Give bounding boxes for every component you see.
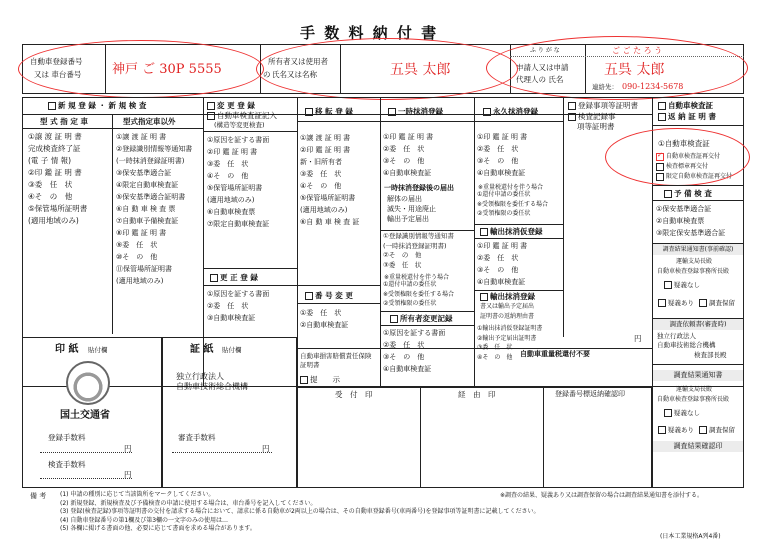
inspection-fee-yen: 円 xyxy=(124,470,132,479)
return-cert-head[interactable]: 返 納 証 明 書 xyxy=(658,111,716,122)
list-item: 解体の届出 xyxy=(387,195,422,203)
list-item: ⑥自動車検査票 xyxy=(207,208,256,216)
list-item: ⑤保安基準適合証明書 xyxy=(116,193,186,201)
exam-fee-label: 審査手数料 xyxy=(178,433,216,442)
limited-cert-reissue[interactable]: 限定自動車検査証再交付 xyxy=(656,171,732,182)
temp-notice-docs-list xyxy=(383,232,454,270)
preliminary-inspection-list xyxy=(656,203,725,239)
owner-name-value[interactable]: 五呉 太郎 xyxy=(390,62,451,78)
notice-no-doubt[interactable]: 疑義なし xyxy=(664,280,700,291)
cert-stamp-label: 証 紙 xyxy=(190,344,214,355)
list-item: ④そ の 他 xyxy=(207,172,249,180)
notice-line-2: 自動車検査登録事務所長殿 xyxy=(657,268,730,275)
reg-number-circle xyxy=(18,40,264,98)
list-item: ②印 鑑 証 明 書 xyxy=(28,168,82,177)
correction-registration-head[interactable]: 更 正 登 録 xyxy=(210,272,258,283)
notes-footer: (日本工業規格A列4番) xyxy=(660,533,721,540)
list-item: ⑦限定自動車検査証 xyxy=(207,220,270,228)
result-doubt[interactable]: 疑義あり 調査保留 xyxy=(658,425,735,436)
furigana-value[interactable]: ご ご た ろ う xyxy=(612,46,663,55)
export-temp-head[interactable]: 輸出抹消仮登録 xyxy=(480,226,543,237)
list-item: ②受領権限の委任状 xyxy=(477,210,531,217)
export-deregistration-head[interactable]: 輸出抹消登録 xyxy=(480,291,535,302)
number-change-list xyxy=(300,307,348,331)
notice-line-1: 運輸支局長殿 xyxy=(676,258,713,265)
temp-refund-list xyxy=(383,280,454,309)
list-item: ①印 鑑 証 明 書 xyxy=(477,133,528,141)
list-item: 完成検査終了証 xyxy=(28,144,81,153)
result-confirm-stamp xyxy=(652,365,744,488)
list-item: ④限定自動車検査証 xyxy=(116,181,179,189)
list-item: ※受領権限を委任する場合 xyxy=(477,200,549,208)
list-item: ②委 任 状 xyxy=(477,254,519,262)
correction-registration-list xyxy=(207,288,269,324)
list-item: 滅失・用途廃止 xyxy=(387,205,436,213)
change-registration-list xyxy=(207,134,269,230)
temp-deregistration-list xyxy=(383,131,433,179)
applicant-name-circle xyxy=(486,36,748,100)
inspection-cert-head[interactable]: 自動車検査証 xyxy=(658,100,713,111)
list-item: ⑪保管場所証明書 xyxy=(116,265,172,273)
request-line-1: 独立行政法人 xyxy=(657,332,696,340)
list-item: (4) 自動車登録番号の第1欄及び第3欄の一文字のみの使用は… xyxy=(60,516,229,524)
list-item: ⑤保管場所証明書 xyxy=(207,184,263,192)
agency-line-1: 独立行政法人 xyxy=(176,372,224,381)
list-item: ①還付申請の委任状 xyxy=(477,191,531,198)
list-item: ②委 任 状 xyxy=(477,145,519,153)
list-item: ③自動車検査証 xyxy=(207,314,256,322)
export-temp-list xyxy=(477,240,527,288)
list-item: 書又は輸出予定届出 xyxy=(480,303,535,310)
list-item: ⑩そ の 他 xyxy=(116,253,158,261)
request-head: 調査依頼書(審査時) xyxy=(653,319,743,330)
list-item: ①原因を証する書面 xyxy=(207,290,270,298)
insurance-present[interactable]: 提 示 xyxy=(300,374,340,385)
inspection-cert-item: ①自動車検査証 xyxy=(658,139,710,148)
list-item: ③限定保安基準適合証 xyxy=(656,229,726,237)
list-item: ③委 任 状 xyxy=(28,180,73,189)
contact-label: 連絡先： xyxy=(592,83,618,91)
list-item: ⑥自 動 車 検 査 票 xyxy=(116,205,176,213)
chassis-number-label: 又は 車台番号 xyxy=(34,70,82,79)
list-item: ②受領権限の委任状 xyxy=(383,300,437,307)
owner-change-record-list xyxy=(383,327,445,375)
list-item: (2) 新規登録、新規検査及び予備検査の申請に使用する場合は、車台番号を記入してください。 xyxy=(60,499,317,507)
via-stamp-label: 経 由 印 xyxy=(458,390,496,399)
owner-name-label: 氏名又は名称 xyxy=(272,70,317,79)
receipt-stamp-label: 受 付 印 xyxy=(335,390,373,399)
list-item: ②印 鑑 証 明 書 xyxy=(207,148,258,156)
list-item: ②そ の 他 xyxy=(383,251,422,259)
owner-name-circle xyxy=(256,38,518,100)
non-type-designated-head: 型式指定車以外 xyxy=(123,117,176,126)
request-line-3: 検査部長殿 xyxy=(694,351,727,359)
inspection-cert-reissue[interactable]: ✓ 自動車検査証再交付 xyxy=(657,150,721,160)
registration-fee-label: 登録手数料 xyxy=(48,433,86,442)
weight-tax-yen: 円 xyxy=(634,334,642,343)
owner-side-label: の xyxy=(263,70,271,79)
list-item: ⑧印 鑑 証 明 書 xyxy=(116,229,167,237)
structure-change-note: (構造等変更検査) xyxy=(214,121,265,129)
weight-tax-label: 自動車重量税還付不要 xyxy=(520,350,590,358)
cert-stamp-sub: 貼付欄 xyxy=(222,346,242,354)
list-item: ①譲 渡 証 明 書 xyxy=(28,132,82,141)
temp-deregistration-head[interactable]: 一時抹消登録 xyxy=(388,106,443,117)
notes-head: 備 考 xyxy=(30,492,47,500)
list-item: ④自動車検査証 xyxy=(383,169,432,177)
transfer-registration-head[interactable]: 移 転 登 録 xyxy=(305,106,353,117)
list-item: ②自動車検査証 xyxy=(300,321,349,329)
list-item: ⑤保管場所証明書 xyxy=(300,194,356,202)
permanent-refund-list xyxy=(477,190,548,219)
list-item: ②自動車検査票 xyxy=(656,217,705,225)
stamp-area xyxy=(297,387,652,488)
inspection-fee-label: 検査手数料 xyxy=(48,460,86,469)
list-item: ①保安基準適合証 xyxy=(656,205,712,213)
list-item: ①委 任 状 xyxy=(300,309,342,317)
list-item: ④そ の 他 xyxy=(300,182,342,190)
permanent-refund-note: ※重量税還付を伴う場合 xyxy=(478,184,544,191)
notes-list xyxy=(60,491,539,534)
result-head: 調査結果通知書 xyxy=(653,370,743,381)
list-item: ⑦自動車予備検査証 xyxy=(116,217,179,225)
list-item: (適用地域のみ) xyxy=(116,277,164,285)
owner-change-record-head[interactable]: 所有者変更記録 xyxy=(390,313,453,324)
temp-notice-head: 一時抹消登録後の届出 xyxy=(384,184,454,192)
list-item: ⑨委 任 状 xyxy=(116,241,158,249)
change-registration-head[interactable]: 変 更 登 録 xyxy=(207,100,255,111)
list-item: ③委 任 状 xyxy=(477,344,513,351)
applicant-label: 申請人又は申請 xyxy=(516,63,569,72)
new-registration-checkbox[interactable] xyxy=(48,102,56,110)
list-item: ④自動車検査証 xyxy=(477,169,526,177)
list-item: ③委 任 状 xyxy=(383,260,422,269)
number-change-head[interactable]: 番 号 変 更 xyxy=(305,290,353,301)
result-line-1: 運輸支局長殿 xyxy=(676,386,713,393)
list-item: ①譲 渡 証 明 書 xyxy=(116,133,167,141)
exam-fee-yen: 円 xyxy=(262,444,270,453)
list-item: ①還付申請の委任状 xyxy=(383,281,437,288)
insurance-label: 自動車損害賠償責任保険証明書 xyxy=(300,352,372,369)
list-item: ③そ の 他 xyxy=(383,353,425,361)
transfer-registration-list xyxy=(300,132,359,228)
result-confirm-head: 調査結果確認印 xyxy=(653,441,743,452)
applicant-name-value[interactable]: 五呉 太郎 xyxy=(604,62,665,78)
new-registration-head[interactable]: 新 規 登 録 ・ 新 規 検 査 xyxy=(48,100,146,111)
list-item: ③委 任 状 xyxy=(300,170,342,178)
list-item: ※受領権限を委任する場合 xyxy=(383,290,455,298)
type-designated-head: 型 式 指 定 車 xyxy=(40,117,88,126)
list-item: ③委 任 状 xyxy=(207,160,249,168)
list-item: ⑥自 動 車 検 査 証 xyxy=(300,218,360,226)
owner-label: 所有者又は使用者 xyxy=(268,57,328,66)
page-title: 手 数 料 納 付 書 xyxy=(300,24,439,42)
inspection-record-head-2: 項等証明書 xyxy=(577,122,615,131)
list-item: (5) 各欄に掲げる書面の他、必要に応じて書面を求める場合があります。 xyxy=(60,525,256,532)
list-item: (一時抹消登録証明書) xyxy=(116,157,185,165)
list-item: ①登録識別情報等通知書 xyxy=(383,232,454,240)
list-item: ④自動車検査証 xyxy=(383,365,432,373)
ministry-logo-icon xyxy=(66,361,110,405)
contact-value[interactable]: 090-1234-5678 xyxy=(622,82,684,91)
request-line-2: 自動車技術総合機構 xyxy=(657,341,716,349)
reg-number-label: 自動車登録番号 xyxy=(30,57,83,66)
list-item: 輸出予定届出 xyxy=(387,215,429,223)
list-item: (適用地域のみ) xyxy=(300,206,348,214)
temp-notice-list xyxy=(387,194,436,224)
type-designated-list xyxy=(28,131,87,227)
list-item: ④そ の 他 xyxy=(28,192,73,201)
cert-stamp-box xyxy=(162,337,297,488)
non-type-designated-list xyxy=(116,131,192,287)
list-item: ④そ の 他 xyxy=(477,353,513,361)
temp-refund-note: ※重量税還付を伴う場合 xyxy=(384,274,450,281)
registration-fee-yen: 円 xyxy=(124,444,132,453)
applicant-name-label: 代理人の 氏名 xyxy=(516,75,564,84)
list-item: (電 子 情 報) xyxy=(28,156,72,165)
furigana-label: ふ り が な xyxy=(530,47,560,54)
reg-number-value[interactable]: 神戸 ご 30P 5555 xyxy=(112,62,222,77)
inspection-entry-head[interactable]: 自動車検査証記入 xyxy=(207,110,277,121)
revenue-stamp-label: 印 紙 xyxy=(55,344,79,355)
result-no-doubt[interactable]: 疑義なし xyxy=(664,408,700,419)
permanent-deregistration-head[interactable]: 永久抹消登録 xyxy=(483,106,538,117)
list-item: 新・旧所有者 xyxy=(300,158,342,166)
list-item: ②登録識別情報等通知書 xyxy=(116,145,193,153)
list-item: (3) 登録(検査記録)事項等証明書の交付を請求する場合において、請求に係る自動車が2両以上の場合は、その自動車登録番号(車両番号)を登録事項等証明書に記載してください。 xyxy=(60,508,540,515)
list-item: ②輸出予定届出証明書 xyxy=(477,334,537,342)
list-item: ③そ の 他 xyxy=(477,266,519,274)
result-line-2: 自動車検査登録事務所長殿 xyxy=(657,396,730,403)
reg-certificate-head[interactable]: 登録事項等証明書 xyxy=(568,100,638,111)
list-item: ④自動車検査証 xyxy=(477,278,526,286)
list-item: ①原因を証する書面 xyxy=(383,329,446,337)
list-item: ③そ の 他 xyxy=(383,157,425,165)
plate-return-label: 登録番号標返納確認印 xyxy=(555,390,625,398)
list-item: ②委 任 状 xyxy=(383,341,425,349)
list-item: (一時抹消登録証明書) xyxy=(383,241,447,250)
revenue-stamp-sub: 貼付欄 xyxy=(88,346,108,354)
list-item: ①譲 渡 証 明 書 xyxy=(300,134,351,142)
list-item: ①原因を証する書面 xyxy=(207,136,270,144)
list-item: ①印 鑑 証 明 書 xyxy=(477,242,528,250)
permanent-deregistration-list xyxy=(477,131,527,179)
list-item: ①輸出抹消仮登録証明書 xyxy=(477,325,543,332)
list-item: ②印 鑑 証 明 書 xyxy=(300,146,351,154)
inspection-record-head[interactable]: 検査記録事 xyxy=(568,111,616,122)
list-item: (1) 申請の種別に応じて当該箇所をマークしてください。 xyxy=(60,491,215,498)
notice-doubt[interactable]: 疑義あり 調査保留 xyxy=(658,298,735,309)
ministry-name: 国土交通省 xyxy=(60,410,110,421)
export-deregistration-note xyxy=(480,302,534,322)
reissue-circle xyxy=(605,128,750,186)
preliminary-inspection-head[interactable]: 予 備 検 査 xyxy=(664,188,712,199)
agency-line-2: 自動車技術総合機構 xyxy=(176,382,248,391)
inspection-label-reissue[interactable]: 検査標章再交付 xyxy=(656,161,708,172)
list-item: ①印 鑑 証 明 書 xyxy=(383,133,434,141)
list-item: ⑤保管場所証明書 xyxy=(28,204,88,213)
list-item: ②委 任 状 xyxy=(383,145,425,153)
list-item: 証明書の返納理由書 xyxy=(480,313,535,320)
list-item: (適用地域のみ) xyxy=(28,216,79,225)
notes-right-note: ※調査の結果、疑義あり又は調査保留の場合は調査結果通知書を添付する。 xyxy=(500,492,704,499)
list-item: ③保安基準適合証 xyxy=(116,169,172,177)
list-item: ③そ の 他 xyxy=(477,157,519,165)
list-item: (適用地域のみ) xyxy=(207,196,255,204)
list-item: ②委 任 状 xyxy=(207,302,249,310)
notice-head: 調査結果通知書(事前確認) xyxy=(653,244,743,255)
